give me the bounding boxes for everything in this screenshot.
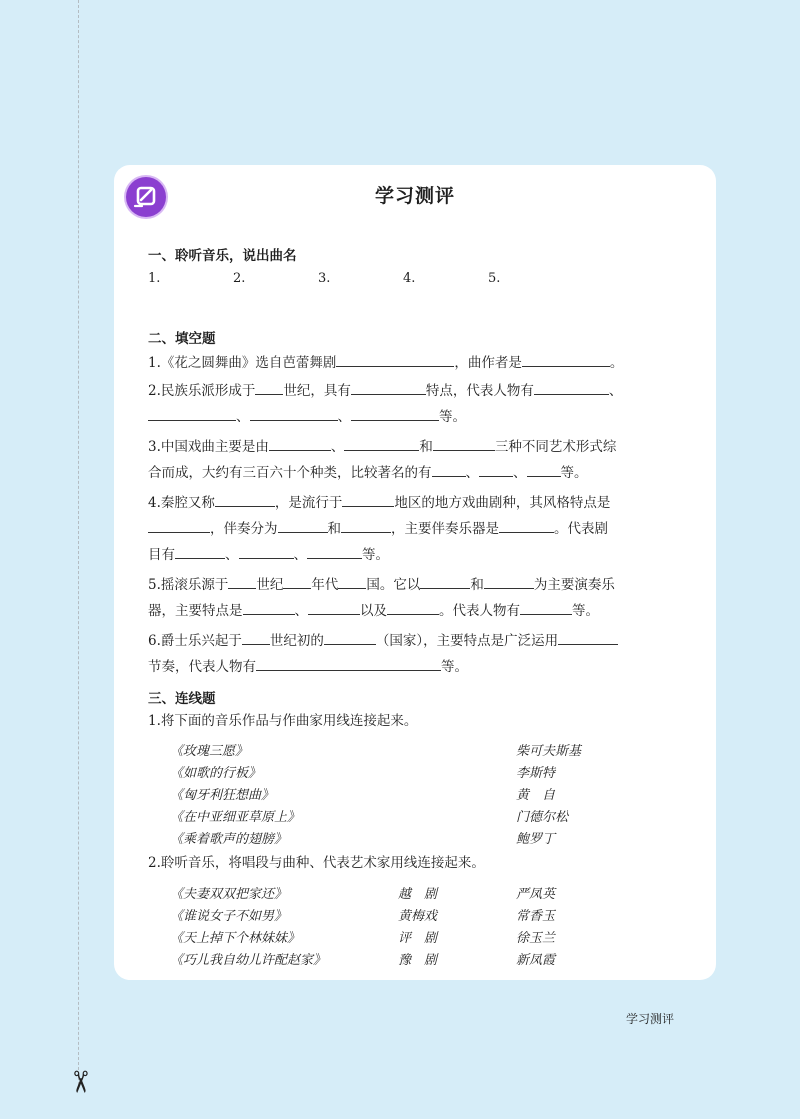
- piece-item[interactable]: 《谁说女子不如男》: [170, 909, 288, 924]
- question-3-cont: 合而成，大约有三百六十个种类，比较著名的有 、 、 等。: [148, 461, 588, 483]
- composer-item[interactable]: 门德尔松: [516, 810, 569, 825]
- answer-number: 5.: [488, 271, 501, 286]
- question-5: 5.摇滚乐源于 世纪 年代 国。它以 和 为主要演奏乐: [148, 573, 615, 595]
- blank[interactable]: [522, 351, 610, 367]
- composer-item[interactable]: 黄 自: [516, 788, 556, 803]
- blank[interactable]: [255, 379, 283, 395]
- section-1-heading: 一、聆听音乐，说出曲名: [148, 248, 297, 264]
- blank[interactable]: [269, 435, 331, 451]
- blank[interactable]: [250, 405, 338, 421]
- blank[interactable]: [283, 573, 311, 589]
- work-item[interactable]: 《玫瑰三愿》: [170, 744, 249, 759]
- blank[interactable]: [484, 573, 534, 589]
- piece-item[interactable]: 《夫妻双双把家还》: [170, 887, 288, 902]
- composer-item[interactable]: 李斯特: [516, 766, 556, 781]
- blank[interactable]: [148, 517, 210, 533]
- blank[interactable]: [338, 573, 366, 589]
- work-item[interactable]: 《匈牙利狂想曲》: [170, 788, 275, 803]
- piece-item[interactable]: 《天上掉下个林妹妹》: [170, 931, 301, 946]
- blank[interactable]: [336, 351, 454, 367]
- blank[interactable]: [344, 435, 419, 451]
- blank[interactable]: [479, 461, 513, 477]
- question-3: 3.中国戏曲主要是由 、 和 三种不同艺术形式综: [148, 435, 616, 457]
- artist-item[interactable]: 新凤霞: [516, 953, 556, 968]
- section-3-heading: 三、连线题: [148, 691, 216, 707]
- answer-number: 3.: [318, 271, 331, 286]
- genre-item[interactable]: 评 剧: [398, 931, 438, 946]
- scissors-icon: ✂: [62, 1069, 97, 1095]
- blank[interactable]: [499, 517, 554, 533]
- composer-item[interactable]: 柴可夫斯基: [516, 744, 582, 759]
- blank[interactable]: [243, 599, 295, 615]
- blank[interactable]: [256, 655, 441, 671]
- work-item[interactable]: 《如歌的行板》: [170, 766, 262, 781]
- blank[interactable]: [148, 405, 236, 421]
- blank[interactable]: [228, 573, 256, 589]
- question-4-cont: ，伴奏分为 和 ，主要伴奏乐器是 。代表剧: [148, 517, 608, 539]
- answer-numbers: [148, 271, 573, 286]
- composer-item[interactable]: 鲍罗丁: [516, 832, 556, 847]
- page-title: 学习测评: [374, 185, 455, 207]
- question-4-cont2: 目有 、 、 等。: [148, 543, 389, 565]
- blank[interactable]: [239, 543, 294, 559]
- blank[interactable]: [342, 491, 394, 507]
- question-5-cont: 器，主要特点是 、 以及 。代表人物有 等。: [148, 599, 599, 621]
- answer-number: 4.: [403, 271, 416, 286]
- blank[interactable]: [351, 379, 426, 395]
- genre-item[interactable]: 豫 剧: [398, 953, 438, 968]
- blank[interactable]: [341, 517, 391, 533]
- blank[interactable]: [215, 491, 275, 507]
- quiz-card: [114, 165, 716, 980]
- blank[interactable]: [307, 543, 362, 559]
- blank[interactable]: [351, 405, 439, 421]
- question-2: 2.民族乐派形成于 世纪，具有 特点，代表人物有 、: [148, 379, 622, 401]
- section-2-heading: 二、填空题: [148, 331, 216, 347]
- cut-line: [78, 0, 79, 1085]
- blank[interactable]: [534, 379, 609, 395]
- question-4: 4.秦腔又称 ，是流行于 地区的地方戏曲剧种，其风格特点是: [148, 491, 610, 513]
- blank[interactable]: [324, 629, 376, 645]
- blank[interactable]: [308, 599, 360, 615]
- blank[interactable]: [242, 629, 270, 645]
- question-6: 6.爵士乐兴起于 世纪初的 （国家），主要特点是广泛运用: [148, 629, 618, 651]
- blank[interactable]: [433, 435, 495, 451]
- question-1: 1.《花之圆舞曲》选自芭蕾舞剧 ，曲作者是 。: [148, 351, 623, 373]
- matching-prompt-2: 2.聆听音乐，将唱段与曲种、代表艺术家用线连接起来。: [148, 855, 485, 871]
- blank[interactable]: [558, 629, 618, 645]
- footer-label: 学习测评: [626, 1012, 675, 1026]
- blank[interactable]: [527, 461, 561, 477]
- genre-item[interactable]: 黄梅戏: [398, 909, 438, 924]
- artist-item[interactable]: 徐玉兰: [516, 931, 556, 946]
- work-item[interactable]: 《在中亚细亚草原上》: [170, 810, 301, 825]
- answer-number: 2.: [233, 271, 246, 286]
- blank[interactable]: [420, 573, 470, 589]
- answer-number: 1.: [148, 271, 161, 286]
- blank[interactable]: [520, 599, 572, 615]
- work-item[interactable]: 《乘着歌声的翅膀》: [170, 832, 288, 847]
- blank[interactable]: [175, 543, 225, 559]
- genre-item[interactable]: 越 剧: [398, 887, 438, 902]
- blank[interactable]: [432, 461, 466, 477]
- piece-item[interactable]: 《巧儿我自幼儿许配赵家》: [170, 953, 327, 968]
- blank[interactable]: [387, 599, 439, 615]
- blank[interactable]: [278, 517, 328, 533]
- artist-item[interactable]: 常香玉: [516, 909, 556, 924]
- matching-prompt-1: 1.将下面的音乐作品与作曲家用线连接起来。: [148, 713, 418, 729]
- question-2-cont: 、 、 等。: [148, 405, 466, 427]
- artist-item[interactable]: 严凤英: [516, 887, 556, 902]
- question-6-cont: 节奏，代表人物有 等。: [148, 655, 468, 677]
